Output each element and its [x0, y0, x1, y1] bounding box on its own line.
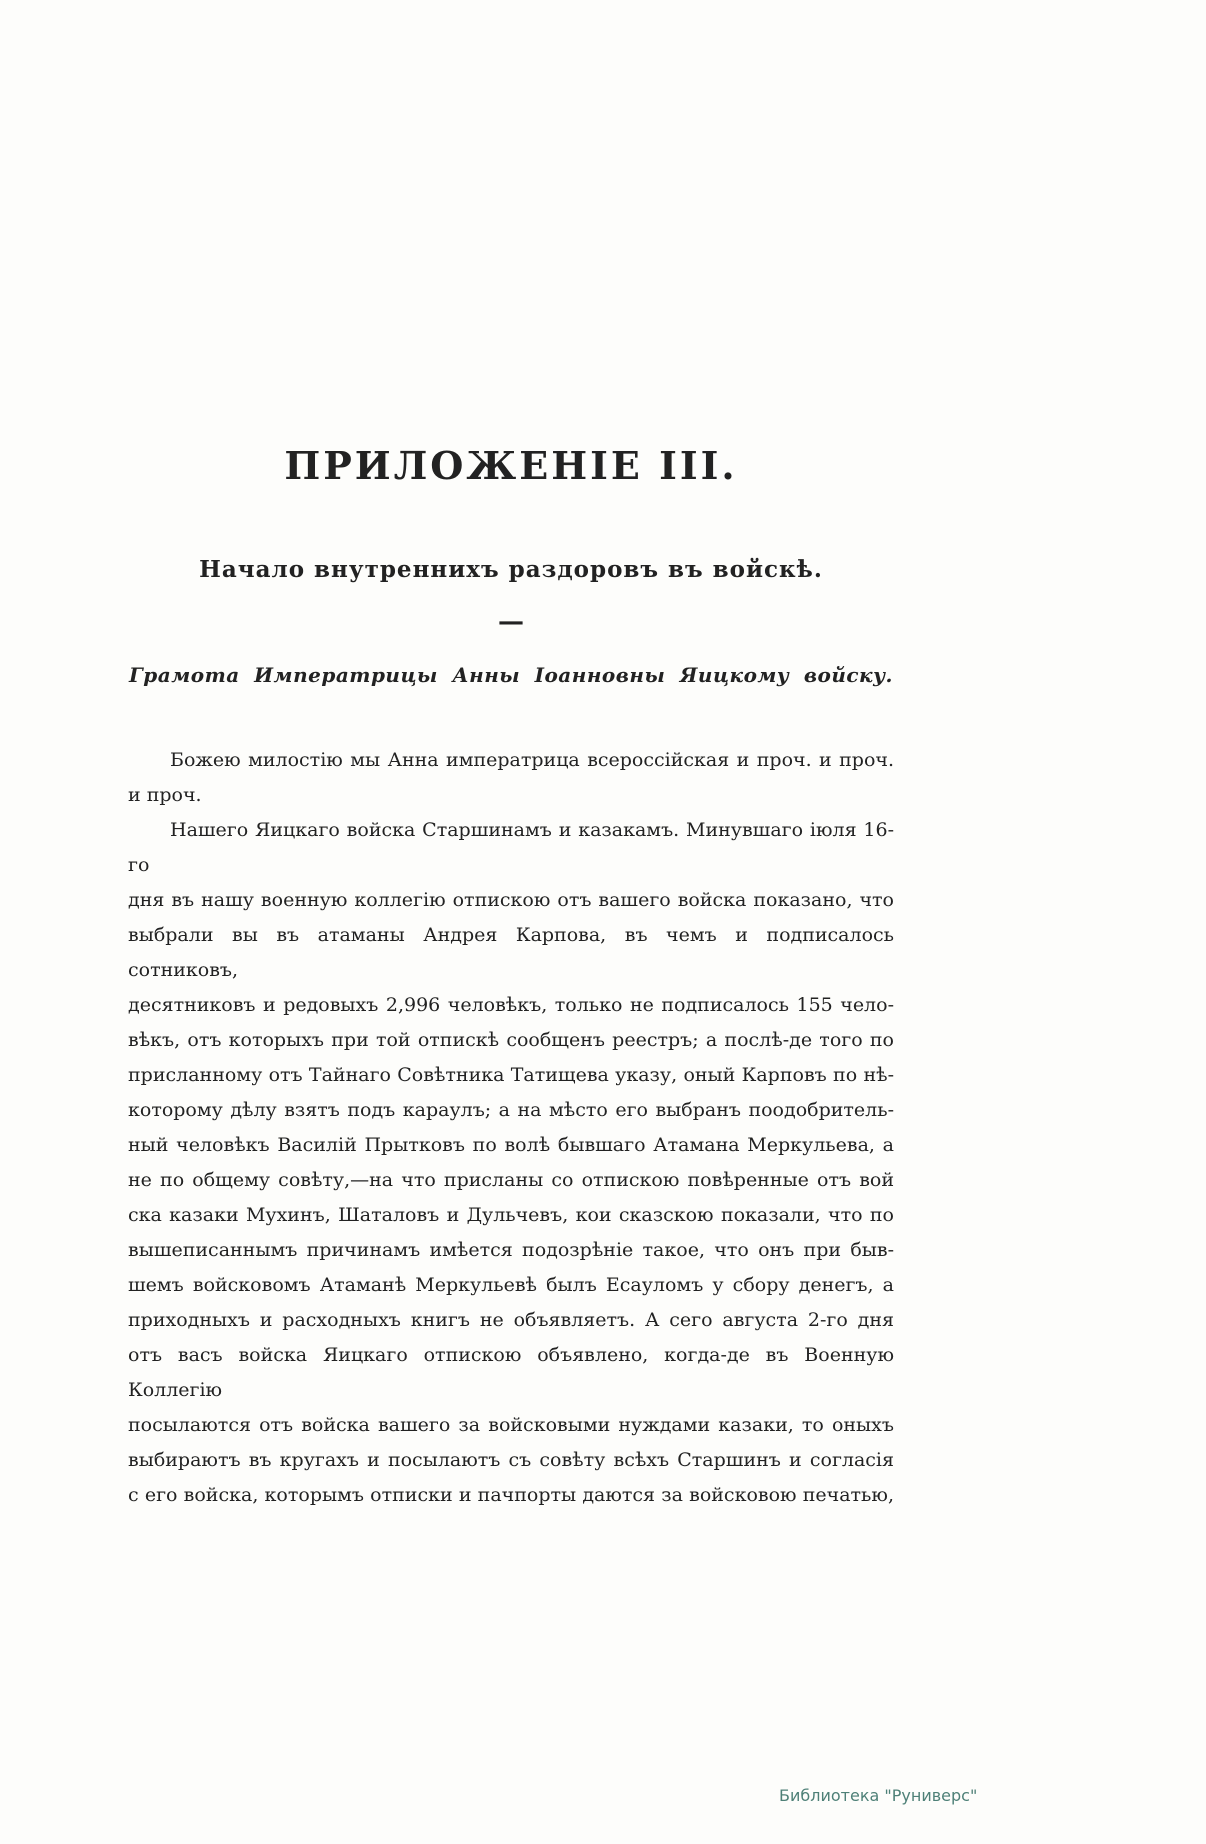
text-line: Божею милостію мы Анна императрица всероссійская и проч. и проч.	[170, 749, 894, 771]
text-line: выбрали вы въ атаманы Андрея Карпова, въ чемъ и подписалось сотниковъ,	[128, 924, 894, 981]
text-line: шемъ войсковомъ Атаманѣ Меркульевѣ былъ Есауломъ у сбору денегъ, а	[128, 1274, 894, 1296]
page-title: ПРИЛОЖЕНІЕ III.	[284, 443, 738, 488]
text-line: приходныхъ и расходныхъ книгъ не объявляетъ. А сего августа 2-го дня	[128, 1309, 894, 1331]
text-line: вѣкъ, отъ которыхъ при той отпискѣ сообщенъ реестръ; а послѣ-де того по	[128, 1029, 894, 1051]
text-line: ный человѣкъ Василій Прытковъ по волѣ бывшаго Атамана Меркульева, а	[128, 1134, 894, 1156]
library-watermark: Библиотека "Руниверс"	[779, 1786, 978, 1805]
text-line: Нашего Яицкаго войска Старшинамъ и казакамъ. Минувшаго іюля 16-го	[128, 819, 894, 876]
text-line: и проч.	[128, 784, 202, 806]
page-content	[128, 443, 894, 1513]
body-text	[128, 743, 894, 1513]
text-line: десятниковъ и редовыхъ 2,996 человѣкъ, только не подписалось 155 чело-	[128, 994, 894, 1016]
paragraph	[128, 813, 894, 1513]
section-subtitle: Начало внутреннихъ раздоровъ въ войскѣ.	[199, 556, 823, 583]
document-heading: Грамота Императрицы Анны Іоанновны Яицкому войску.	[128, 663, 894, 687]
text-line: вышеписаннымъ причинамъ имѣется подозрѣніе такое, что онъ при быв-	[128, 1239, 894, 1261]
text-line: выбираютъ въ кругахъ и посылаютъ съ совѣту всѣхъ Старшинъ и согласія	[128, 1449, 894, 1471]
text-line: дня въ нашу военную коллегію отпискою отъ вашего войска показано, что	[128, 889, 894, 911]
text-line: которому дѣлу взятъ подъ караулъ; а на мѣсто его выбранъ поодобритель-	[128, 1099, 894, 1121]
text-line: отъ васъ войска Яицкаго отпискою объявлено, когда-де въ Военную Коллегію	[128, 1344, 894, 1401]
text-line: с его войска, которымъ отписки и пачпорты даются за войсковою печатью,	[128, 1484, 894, 1506]
text-line: ска казаки Мухинъ, Шаталовъ и Дульчевъ, кои сказскою показали, что по	[128, 1204, 894, 1226]
text-line: посылаются отъ войска вашего за войсковыми нуждами казаки, то оныхъ	[128, 1414, 894, 1436]
divider-rule: —	[498, 607, 524, 637]
paragraph	[128, 743, 894, 813]
text-line: не по общему совѣту,—на что присланы со отпискою повѣренные отъ вой	[128, 1169, 894, 1191]
text-line: присланному отъ Тайнаго Совѣтника Татищева указу, оный Карповъ по нѣ-	[128, 1064, 894, 1086]
